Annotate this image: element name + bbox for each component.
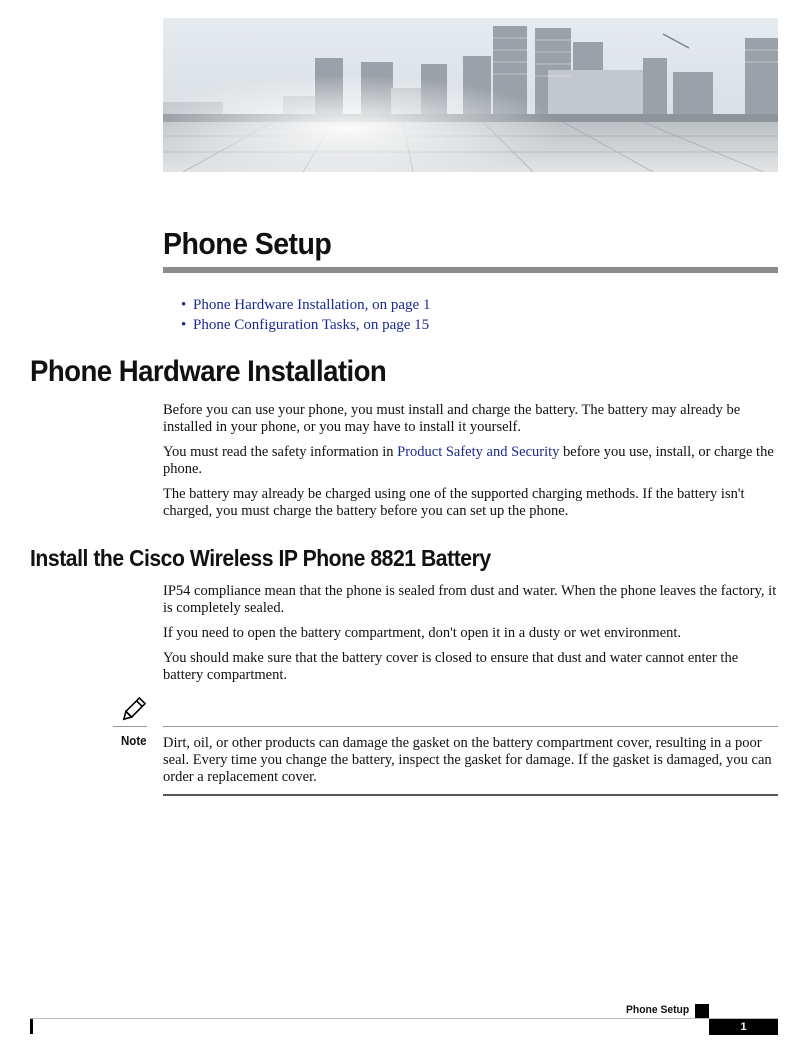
paragraph: IP54 compliance mean that the phone is sealed from dust and water. When the phone leaves the factory, it is completely sealed. <box>163 583 777 616</box>
title-rule <box>163 267 778 273</box>
toc-item <box>181 295 430 315</box>
header-banner-image <box>163 18 778 172</box>
paragraph: Before you can use your phone, you must install and charge the battery. The battery may already be installed in your phone, or you may have to install it yourself. <box>163 402 741 435</box>
section-body-hardware-installation <box>163 402 779 528</box>
paragraph-text: before you use, install, or charge the phone. <box>163 444 774 477</box>
toc-link-configuration-tasks[interactable]: Phone Configuration Tasks, on page 15 <box>193 317 430 333</box>
toc-link-hardware-installation[interactable]: Phone Hardware Installation, on page 1 <box>193 297 431 313</box>
toc-bullet: • <box>181 297 187 313</box>
pencil-icon <box>118 696 148 724</box>
paragraph-text: You must read the safety information in <box>163 444 398 460</box>
note-bottom-rule <box>163 794 778 796</box>
chapter-toc <box>181 295 430 335</box>
note-icon-rule <box>113 726 147 727</box>
section-heading-hardware-installation: Phone Hardware Installation <box>30 355 387 388</box>
footer-chapter-title: Phone Setup <box>626 1004 690 1016</box>
page-number: 1 <box>709 1019 778 1035</box>
footer-rule <box>30 1018 778 1019</box>
footer-left-marker <box>30 1019 33 1034</box>
note-top-rule <box>163 726 778 727</box>
paragraph: If you need to open the battery compartment, don't open it in a dusty or wet environment. <box>163 625 682 641</box>
section-body-install-battery <box>163 583 779 692</box>
note-label: Note <box>121 734 147 748</box>
toc-bullet: • <box>181 317 187 333</box>
link-product-safety[interactable]: Product Safety and Security <box>397 444 560 460</box>
toc-item <box>181 315 430 335</box>
section-heading-install-battery: Install the Cisco Wireless IP Phone 8821 Battery <box>30 545 491 571</box>
chapter-title: Phone Setup <box>163 226 332 261</box>
paragraph-safety <box>163 444 779 478</box>
paragraph: You should make sure that the battery cover is closed to ensure that dust and water cannot enter the battery compartment. <box>163 650 739 683</box>
paragraph: The battery may already be charged using one of the supported charging methods. If the battery isn't charged, you must charge the battery before you can set up the phone. <box>163 486 745 519</box>
note-text: Dirt, oil, or other products can damage the gasket on the battery compartment cover, resulting in a poor seal. Every time you change the battery, inspect the gasket for damage. If the gasket is damaged, you can order a replacement cover. <box>163 735 772 785</box>
footer-square-marker <box>695 1004 709 1018</box>
